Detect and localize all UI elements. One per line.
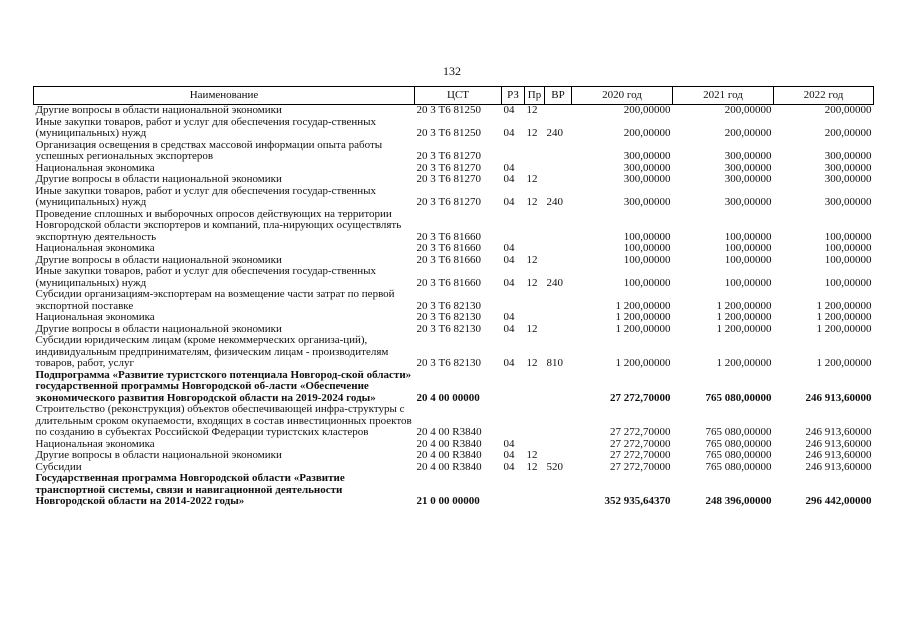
row-2020: 27 272,70000: [610, 460, 671, 473]
row-pr: 12: [526, 322, 538, 335]
row-cst: 20 4 00 R3840: [416, 437, 482, 450]
header-pr: Пр: [525, 87, 545, 105]
row-cst: 20 3 Т6 82130: [416, 322, 481, 335]
row-2020: 27 272,70000: [610, 449, 671, 461]
row-vr: 810: [546, 357, 563, 369]
header-name: Наименование: [34, 87, 415, 105]
row-2021: 100,00000: [724, 230, 772, 243]
row-pr: [525, 209, 545, 244]
row-cst: 21 0 00 00000: [416, 495, 480, 507]
row-rz: 04: [503, 276, 515, 289]
row-2020: 200,00000: [623, 127, 671, 139]
row-cst: 20 3 Т6 82130: [416, 357, 481, 369]
row-rz: 04: [503, 173, 515, 185]
row-2022: 1 200,00000: [816, 322, 872, 335]
row-rz: 04: [503, 127, 515, 139]
row-2020: 300,00000: [623, 173, 671, 185]
row-cst: 20 3 Т6 81270: [416, 196, 481, 208]
row-cst: 20 4 00 R3840: [416, 426, 482, 438]
table-row: [34, 335, 874, 370]
row-vr: [545, 163, 572, 175]
row-2021: 765 080,00000: [705, 460, 772, 473]
row-2020: 100,00000: [623, 242, 671, 254]
row-pr: 12: [526, 460, 538, 473]
row-2021: 300,00000: [724, 196, 772, 208]
row-2020: 27 272,70000: [610, 391, 671, 404]
row-cst: 20 3 Т6 81660: [416, 253, 481, 266]
row-name: Другие вопросы в области национальной экономики: [35, 449, 282, 461]
row-name: Другие вопросы в области национальной экономики: [35, 104, 282, 116]
row-2021: 248 396,00000: [705, 495, 772, 507]
row-pr: [525, 473, 545, 508]
row-2021: 1 200,00000: [716, 299, 772, 312]
table-row: [34, 312, 874, 324]
row-2021: 100,00000: [724, 253, 772, 266]
row-2021: 300,00000: [724, 173, 772, 185]
row-2021: 300,00000: [724, 161, 772, 174]
row-rz: 04: [503, 161, 515, 174]
row-pr: [525, 140, 545, 163]
table-row: [34, 174, 874, 186]
row-rz: [502, 140, 525, 163]
table-row: [34, 450, 874, 462]
row-vr: [545, 370, 572, 405]
table-row: [34, 370, 874, 405]
table-header: [34, 87, 874, 105]
table-row: [34, 209, 874, 244]
row-rz: [502, 473, 525, 508]
row-cst: 20 3 Т6 81660: [416, 230, 481, 243]
row-name: Национальная экономика: [35, 242, 155, 254]
row-cst: 20 3 Т6 81270: [416, 161, 481, 174]
table-row: [34, 243, 874, 255]
row-vr: [545, 174, 572, 186]
row-2021: 765 080,00000: [705, 391, 772, 404]
row-2022: 1 200,00000: [816, 357, 872, 369]
table-row: [34, 105, 874, 117]
row-2021: 100,00000: [724, 242, 772, 254]
row-name: Организация освещения в средствах массовой информации опыта работы успешных региональных экспортеров: [35, 138, 383, 162]
row-rz: [502, 209, 525, 244]
row-name: Проведение сплошных и выборочных опросов действующих на территории Новгородской области экспортеров и компаний, пла-нирующих осуществлять экспортную деятельность: [35, 207, 402, 243]
row-name: Иные закупки товаров, работ и услуг для обеспечения государ-ственных (муниципальных) нужд: [35, 265, 377, 289]
row-2022: 100,00000: [824, 276, 872, 289]
row-2020: 100,00000: [623, 276, 671, 289]
table-row: [34, 289, 874, 312]
row-2021: 1 200,00000: [716, 311, 772, 323]
row-cst: 20 4 00 R3840: [416, 460, 482, 473]
row-2022: 300,00000: [824, 196, 872, 208]
row-2020: 100,00000: [623, 230, 671, 243]
row-cst: 20 3 Т6 81660: [416, 276, 481, 289]
row-rz: 04: [503, 449, 515, 461]
row-rz: 04: [503, 357, 515, 369]
row-2022: 1 200,00000: [816, 311, 872, 323]
header-2020: 2020 год: [572, 87, 673, 105]
row-vr: [545, 105, 572, 117]
row-pr: 12: [526, 173, 538, 185]
row-vr: 240: [546, 276, 563, 289]
row-2022: 200,00000: [824, 127, 872, 139]
row-2022: 100,00000: [824, 253, 872, 266]
row-vr: [545, 312, 572, 324]
row-name: Субсидии юридическим лицам (кроме некоммерческих организа-ций), индивидуальным предпринимателям, физическим лицам - производителям товаров, работ, услуг: [35, 334, 389, 369]
row-name: Строительство (реконструкция) объектов обеспечивающей инфра-структуры с длительным сроком окупаемости, входящих в состав инвестиционных проектов по созданию в субъектах Российской Федерации туристских кластеров: [35, 403, 412, 438]
row-vr: [545, 450, 572, 462]
table-body: [34, 105, 874, 508]
row-2020: 1 200,00000: [615, 357, 671, 369]
row-pr: [525, 289, 545, 312]
row-2022: 246 913,60000: [805, 426, 872, 438]
row-vr: 520: [546, 460, 563, 473]
row-2022: 200,00000: [824, 104, 872, 116]
table-row: [34, 266, 874, 289]
row-pr: [525, 404, 545, 439]
row-pr: 12: [526, 127, 538, 139]
row-name: Другие вопросы в области национальной экономики: [35, 173, 282, 185]
table-row: [34, 186, 874, 209]
row-2020: 1 200,00000: [615, 311, 671, 323]
row-2022: 246 913,60000: [805, 449, 872, 461]
row-cst: 20 3 Т6 81250: [416, 104, 481, 116]
budget-table: [33, 86, 874, 508]
row-name: Другие вопросы в области национальной экономики: [35, 322, 282, 335]
row-2021: 765 080,00000: [705, 449, 772, 461]
row-cst: 20 4 00 R3840: [416, 449, 482, 461]
row-2020: 1 200,00000: [615, 322, 671, 335]
row-2020: 300,00000: [623, 196, 671, 208]
row-vr: 240: [546, 196, 563, 208]
row-2022: 100,00000: [824, 230, 872, 243]
row-rz: 04: [503, 460, 515, 473]
row-cst: 20 3 Т6 81660: [416, 242, 481, 254]
row-2021: 765 080,00000: [705, 426, 772, 438]
row-rz: 04: [503, 253, 515, 266]
row-rz: 04: [503, 242, 515, 254]
row-name: Подпрограмма «Развитие туристского потенциала Новгород-ской области» государственной программы Новгородской об-ласти «Обеспечение экономического развития Новгородской области на 2019-2024 годы»: [35, 368, 412, 404]
table-row: [34, 140, 874, 163]
table-row: [34, 473, 874, 508]
header-2022: 2022 год: [774, 87, 874, 105]
row-rz: [502, 404, 525, 439]
row-pr: 12: [526, 104, 538, 116]
row-rz: 04: [503, 322, 515, 335]
row-2021: 1 200,00000: [716, 357, 772, 369]
row-pr: [525, 312, 545, 324]
row-cst: 20 3 Т6 82130: [416, 311, 481, 323]
row-vr: [545, 255, 572, 267]
row-name: Субсидии организациям-экспортерам на возмещение части затрат по первой экспортной поставке: [35, 288, 395, 312]
row-vr: [545, 243, 572, 255]
row-cst: 20 3 Т6 81250: [416, 127, 481, 139]
row-2022: 246 913,60000: [805, 437, 872, 450]
row-2021: 200,00000: [724, 127, 772, 139]
row-2022: 246 913,60000: [805, 460, 872, 473]
row-pr: [525, 243, 545, 255]
row-pr: 12: [526, 449, 538, 461]
row-name: Субсидии: [35, 460, 82, 473]
row-2020: 200,00000: [623, 104, 671, 116]
row-rz: [502, 289, 525, 312]
page-number: 132: [443, 64, 461, 78]
row-name: Другие вопросы в области национальной экономики: [35, 253, 282, 266]
row-cst: 20 3 Т6 81270: [416, 150, 481, 162]
row-name: Иные закупки товаров, работ и услуг для обеспечения государ-ственных (муниципальных) нужд: [35, 184, 377, 208]
row-name: Национальная экономика: [35, 161, 155, 174]
row-pr: [525, 370, 545, 405]
row-2022: 300,00000: [824, 173, 872, 185]
row-pr: 12: [526, 196, 538, 208]
row-vr: [545, 439, 572, 451]
row-2022: 296 442,00000: [805, 495, 872, 507]
row-2021: 300,00000: [724, 150, 772, 162]
row-2020: 352 935,64370: [604, 495, 671, 507]
row-rz: [502, 370, 525, 405]
header-rz: РЗ: [502, 87, 525, 105]
row-2021: 765 080,00000: [705, 437, 772, 450]
header-cst: ЦСТ: [415, 87, 502, 105]
row-2022: 300,00000: [824, 150, 872, 162]
row-2020: 27 272,70000: [610, 426, 671, 438]
row-pr: 12: [526, 276, 538, 289]
row-2022: 246 913,60000: [805, 391, 872, 404]
table-row: [34, 404, 874, 439]
row-vr: [545, 140, 572, 163]
row-rz: 04: [503, 196, 515, 208]
row-2020: 100,00000: [623, 253, 671, 266]
row-2021: 1 200,00000: [716, 322, 772, 335]
row-cst: 20 3 Т6 82130: [416, 299, 481, 312]
row-2020: 27 272,70000: [610, 437, 671, 450]
row-rz: 04: [503, 437, 515, 450]
header-vr: ВР: [545, 87, 572, 105]
row-2020: 300,00000: [623, 150, 671, 162]
row-2020: 300,00000: [623, 161, 671, 174]
row-cst: 20 4 00 00000: [416, 391, 480, 404]
row-vr: [545, 289, 572, 312]
row-vr: [545, 473, 572, 508]
row-rz: 04: [503, 311, 515, 323]
row-vr: 240: [546, 127, 563, 139]
row-vr: [545, 404, 572, 439]
row-vr: [545, 324, 572, 336]
row-2020: 1 200,00000: [615, 299, 671, 312]
header-2021: 2021 год: [673, 87, 774, 105]
row-2021: 200,00000: [724, 104, 772, 116]
row-name: Национальная экономика: [35, 311, 155, 323]
row-2021: 100,00000: [724, 276, 772, 289]
table-row: [34, 117, 874, 140]
row-name: Государственная программа Новгородской области «Развитие транспортной системы, связи и навигационной деятельности Новгородской области на 2014-2022 годы»: [35, 472, 345, 507]
row-name: Национальная экономика: [35, 437, 155, 450]
row-2022: 1 200,00000: [816, 299, 872, 312]
row-name: Иные закупки товаров, работ и услуг для обеспечения государ-ственных (муниципальных) нужд: [35, 115, 377, 139]
row-vr: [545, 209, 572, 244]
row-2022: 100,00000: [824, 242, 872, 254]
row-cst: 20 3 Т6 81270: [416, 173, 481, 185]
row-pr: 12: [526, 357, 538, 369]
row-rz: 04: [503, 104, 515, 116]
row-2022: 300,00000: [824, 161, 872, 174]
row-pr: 12: [526, 253, 538, 266]
